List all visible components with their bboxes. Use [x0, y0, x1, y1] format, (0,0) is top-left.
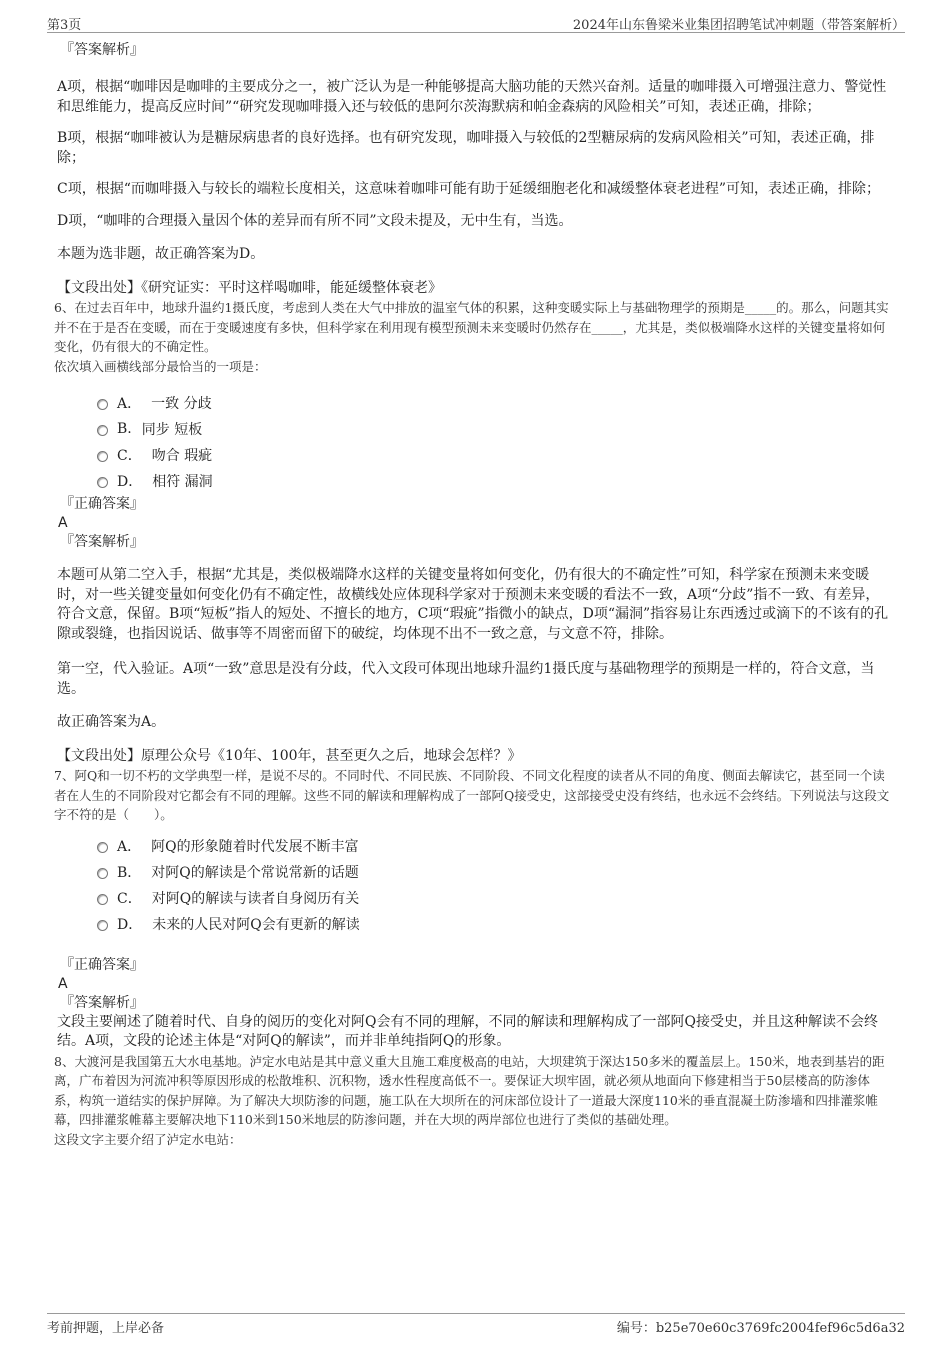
page-footer	[47, 1313, 905, 1336]
question-6-stem: 6、在过去百年中，地球升温约1摄氏度，考虑到人类在大气中排放的温室气体的积累，这种变暖实际上与基础物理学的预期是_____的。那么，问题其实并不在于是否在变暖，而在于变暖速度有多快，但科学家在利用现有模型预测未来变暖时仍然存在_____，尤其是，类似极端降水这样的关键变量将如何变化，仍有很大的不确定性。	[54, 300, 889, 354]
radio-icon[interactable]	[97, 477, 108, 488]
question-6-options	[97, 390, 892, 494]
radio-icon[interactable]	[97, 842, 108, 853]
analysis-paragraph-a: A项，根据“咖啡因是咖啡的主要成分之一，被广泛认为是一种能够提高大脑功能的天然兴奋剂。适量的咖啡摄入可增强注意力、警觉性和思维能力，提高反应时间”“研究发现咖啡摄入还与较低的患阿尔茨海默病和帕金森病的风险相关”可知，表述正确，排除；	[57, 79, 887, 115]
correct-answer-value: A	[58, 975, 68, 992]
question-6-analysis-2: 第一空，代入验证。A项“一致”意思是没有分歧，代入文段可体现出地球升温约1摄氏度与基础物理学的预期是一样的，符合文意，当选。	[57, 661, 875, 697]
question-6-analysis-1: 本题可从第二空入手，根据“尤其是，类似极端降水这样的关键变量将如何变化，仍有很大的不确定性”可知，科学家在预测未来变暖时，对一些关键变量如何变化仍有不确定性，故横线处应体现科学家对于预测未来变暖的看法不一致，A项“分歧”指不一致、有差异，符合文意，保留。B项“短板”指人的短处、不擅长的地方，C项“瑕疵”指微小的缺点，D项“漏洞”指容易让东西透过或滴下的不该有的孔隙或裂缝，也指因说话、做事等不周密而留下的破绽，均体现不出不一致之意，与文意不符，排除。	[57, 567, 889, 642]
radio-icon[interactable]	[97, 451, 108, 462]
question-7-option-b[interactable]: B． 对阿Q的解读是个常说常新的话题	[97, 859, 892, 885]
footer-slogan: 考前押题，上岸必备	[47, 1321, 165, 1336]
question-6-prompt: 依次填入画横线部分最恰当的一项是：	[54, 358, 267, 374]
question-7-stem: 7、阿Q和一切不朽的文学典型一样，是说不尽的。不同时代、不同民族、不同阶段、不同文化程度的读者从不同的角度、侧面去解读它，甚至同一个读者在人生的不同阶段对它都会有不同的理解。这些不同的解读和理解构成了一部阿Q接受史，这部接受史没有终结，也永远不会终结。下列说法与这段文字不符的是（ ）。	[54, 768, 890, 822]
page-content	[54, 40, 892, 1149]
radio-icon[interactable]	[97, 920, 108, 931]
question-8-prompt: 这段文字主要介绍了泸定水电站：	[54, 1131, 242, 1147]
page-number: 第3页	[47, 18, 82, 33]
analysis-conclusion: 本题为选非题，故正确答案为D。	[57, 246, 265, 262]
source-note: 【文段出处】《研究证实：平时这样喝咖啡，能延缓整体衰老》	[57, 279, 442, 296]
correct-answer-label: 『正确答案』	[60, 956, 144, 973]
analysis-paragraph-d: D项，“咖啡的合理摄入量因个体的差异而有所不同”文段未提及，无中生有，当选。	[57, 212, 573, 229]
analysis-paragraph-b: B项，根据“咖啡被认为是糖尿病患者的良好选择。也有研究发现，咖啡摄入与较低的2型糖尿病的发病风险相关”可知，表述正确，排除；	[57, 130, 875, 166]
question-7-option-d[interactable]: D． 未来的人民对阿Q会有更新的解读	[97, 911, 892, 937]
analysis-label: 『答案解析』	[60, 994, 144, 1011]
question-6-option-d[interactable]: D． 相符 漏洞	[97, 468, 892, 494]
question-6-analysis-3: 故正确答案为A。	[57, 714, 166, 730]
radio-icon[interactable]	[97, 425, 108, 436]
question-7-option-c[interactable]: C． 对阿Q的解读与读者自身阅历有关	[97, 885, 892, 911]
question-6-option-b[interactable]: B. 同步 短板	[97, 416, 892, 442]
correct-answer-value: A	[58, 515, 68, 531]
question-8-stem: 8、大渡河是我国第五大水电基地。泸定水电站是其中意义重大且施工难度极高的电站，大坝建筑于深达150多米的覆盖层上。150米，地表到基岩的距离，广布着因为河流冲积等原因形成的松散堆积、沉积物，透水性程度高低不一。要保证大坝牢固，就必须从地面向下修建相当于50层楼高的防渗体系，构筑一道结实的保护屏障。为了解决大坝防渗的问题，施工队在大坝所在的河床部位设计了一道最大深度110米的垂直混凝土防渗墙和四排灌浆帷幕，四排灌浆帷幕主要解决地下110米到150米地层的防渗问题，并在大坝的两岸部位也进行了类似的基础处理。	[54, 1053, 885, 1127]
analysis-label: 『答案解析』	[60, 534, 144, 550]
page-header	[47, 12, 905, 33]
analysis-label: 『答案解析』	[60, 42, 144, 58]
analysis-paragraph-c: C项，根据“而咖啡摄入与较长的端粒长度相关，这意味着咖啡可能有助于延缓细胞老化和减缓整体衰老进程”可知，表述正确，排除；	[57, 181, 881, 197]
document-id: 编号：b25e70e60c3769fc2004fef96c5d6a32	[616, 1321, 905, 1336]
question-7-option-a[interactable]: A． 阿Q的形象随着时代发展不断丰富	[97, 833, 892, 859]
radio-icon[interactable]	[97, 399, 108, 410]
question-6-option-a[interactable]: A． 一致 分歧	[97, 390, 892, 416]
source-note: 【文段出处】原理公众号《10年、100年，甚至更久之后，地球会怎样？》	[57, 747, 522, 764]
document-title: 2024年山东鲁梁米业集团招聘笔试冲刺题（带答案解析）	[572, 18, 905, 33]
question-6-option-c[interactable]: C． 吻合 瑕疵	[97, 442, 892, 468]
radio-icon[interactable]	[97, 894, 108, 905]
radio-icon[interactable]	[97, 868, 108, 879]
question-7-options	[97, 833, 892, 937]
correct-answer-label: 『正确答案』	[60, 496, 144, 512]
question-7-analysis: 文段主要阐述了随着时代、自身的阅历的变化对阿Q会有不同的理解，不同的解读和理解构成了一部阿Q接受史，并且这种解读不会终结。A项，文段的论述主体是“对阿Q的解读”，而并非单纯指阿Q的形象。	[57, 1013, 878, 1049]
